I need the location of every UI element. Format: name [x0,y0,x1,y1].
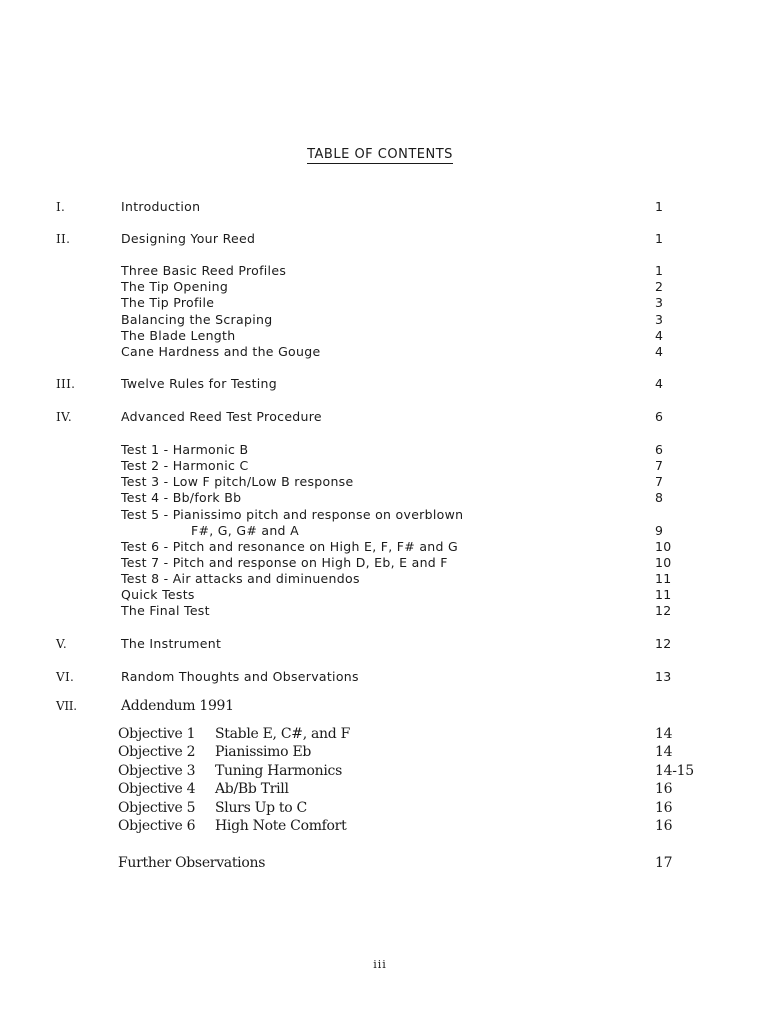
page-number: 14 [655,726,673,742]
toc-subentry [0,507,760,523]
entry-label: Test 7 - Pitch and response on High D, Eb, E and F [121,555,448,570]
entry-label: Advanced Reed Test Procedure [121,409,322,424]
entry-label: Cane Hardness and the Gouge [121,344,321,359]
objective-description: High Note Comfort [215,818,347,834]
toc-subentry-continued [0,523,760,539]
entry-label: Balancing the Scraping [121,312,273,327]
page-number: 17 [655,855,673,871]
objective-description: Tuning Harmonics [215,763,342,779]
objective-label: Objective 1 [118,726,196,742]
toc-subentry [0,295,760,311]
page-number: 4 [655,344,664,359]
objective-label: Objective 6 [118,818,196,834]
toc-entry [0,636,760,652]
entry-label: The Tip Opening [121,279,229,294]
entry-label: The Tip Profile [121,295,215,310]
page-number: 11 [655,587,672,602]
entry-label: Three Basic Reed Profiles [121,263,287,278]
page-number: 8 [655,490,664,505]
toc-subentry [0,442,760,458]
page-number: 7 [655,458,664,473]
toc-entry [0,669,760,685]
page-number: 13 [655,669,672,684]
objective-description: Slurs Up to C [215,800,307,816]
entry-label: Test 2 - Harmonic C [121,458,249,473]
toc-entry [0,231,760,247]
entry-label: Random Thoughts and Observations [121,669,359,684]
entry-label: Test 3 - Low F pitch/Low B response [121,474,354,489]
addendum-entry [0,818,760,834]
entry-label: Test 6 - Pitch and resonance on High E, F, F# and G [121,539,458,554]
page-number: 12 [655,603,672,618]
section-number: III. [56,377,76,391]
objective-label: Objective 2 [118,744,196,760]
toc-entry [0,698,760,714]
toc-subentry [0,571,760,587]
toc-subentry [0,458,760,474]
objective-description: Ab/Bb Trill [215,781,289,797]
entry-label: Test 4 - Bb/fork Bb [121,490,242,505]
objective-label: Objective 4 [118,781,196,797]
entry-label: The Blade Length [121,328,236,343]
page-number: 3 [655,312,664,327]
section-number: VI. [56,670,75,684]
page-number: 4 [655,376,664,391]
toc-subentry [0,587,760,603]
entry-label: Introduction [121,199,201,214]
addendum-entry [0,855,760,871]
toc-subentry [0,279,760,295]
toc-subentry [0,490,760,506]
toc-subentry [0,312,760,328]
page-number: 1 [655,231,664,246]
page-number: 16 [655,818,673,834]
entry-label: The Final Test [121,603,210,618]
addendum-entry [0,763,760,779]
entry-label: The Instrument [121,636,222,651]
entry-label: Designing Your Reed [121,231,256,246]
toc-subentry [0,555,760,571]
section-number: IV. [56,410,73,424]
entry-label: F#, G, G# and A [191,523,299,538]
page-number: 14-15 [655,763,694,779]
toc-subentry [0,328,760,344]
entry-label: Test 5 - Pianissimo pitch and response on overblown [121,507,464,522]
section-number: V. [56,637,67,651]
addendum-entry [0,744,760,760]
addendum-entry [0,800,760,816]
toc-entry [0,199,760,215]
addendum-entry [0,781,760,797]
page-number: 4 [655,328,664,343]
page-number: 16 [655,800,673,816]
toc-subentry [0,603,760,619]
page-number: 2 [655,279,664,294]
section-number: VII. [56,699,77,713]
page-number: 12 [655,636,672,651]
entry-label: Test 1 - Harmonic B [121,442,249,457]
page-footer-number: iii [373,958,387,971]
objective-description: Stable E, C#, and F [215,726,350,742]
page-number: 1 [655,263,664,278]
page-number: 14 [655,744,673,760]
objective-label: Objective 3 [118,763,196,779]
toc-subentry [0,539,760,555]
section-number: II. [56,232,71,246]
objective-label: Objective 5 [118,800,196,816]
page-number: 7 [655,474,664,489]
further-label: Further Observations [118,855,266,871]
page-number: 1 [655,199,664,214]
page-title: TABLE OF CONTENTS [307,147,453,162]
page-number: 16 [655,781,673,797]
page-number: 11 [655,571,672,586]
toc-entry [0,409,760,425]
objective-description: Pianissimo Eb [215,744,312,760]
entry-label: Quick Tests [121,587,195,602]
toc-subentry [0,474,760,490]
entry-label: Addendum 1991 [121,698,234,714]
page-number: 6 [655,442,664,457]
toc-entry [0,376,760,392]
page-number: 3 [655,295,664,310]
page-number: 6 [655,409,664,424]
section-number: I. [56,200,66,214]
entry-label: Twelve Rules for Testing [121,376,278,391]
entry-label: Test 8 - Air attacks and diminuendos [121,571,360,586]
toc-subentry [0,263,760,279]
page-number: 9 [655,523,664,538]
toc-subentry [0,344,760,360]
addendum-entry [0,726,760,742]
page-number: 10 [655,539,672,554]
page-number: 10 [655,555,672,570]
